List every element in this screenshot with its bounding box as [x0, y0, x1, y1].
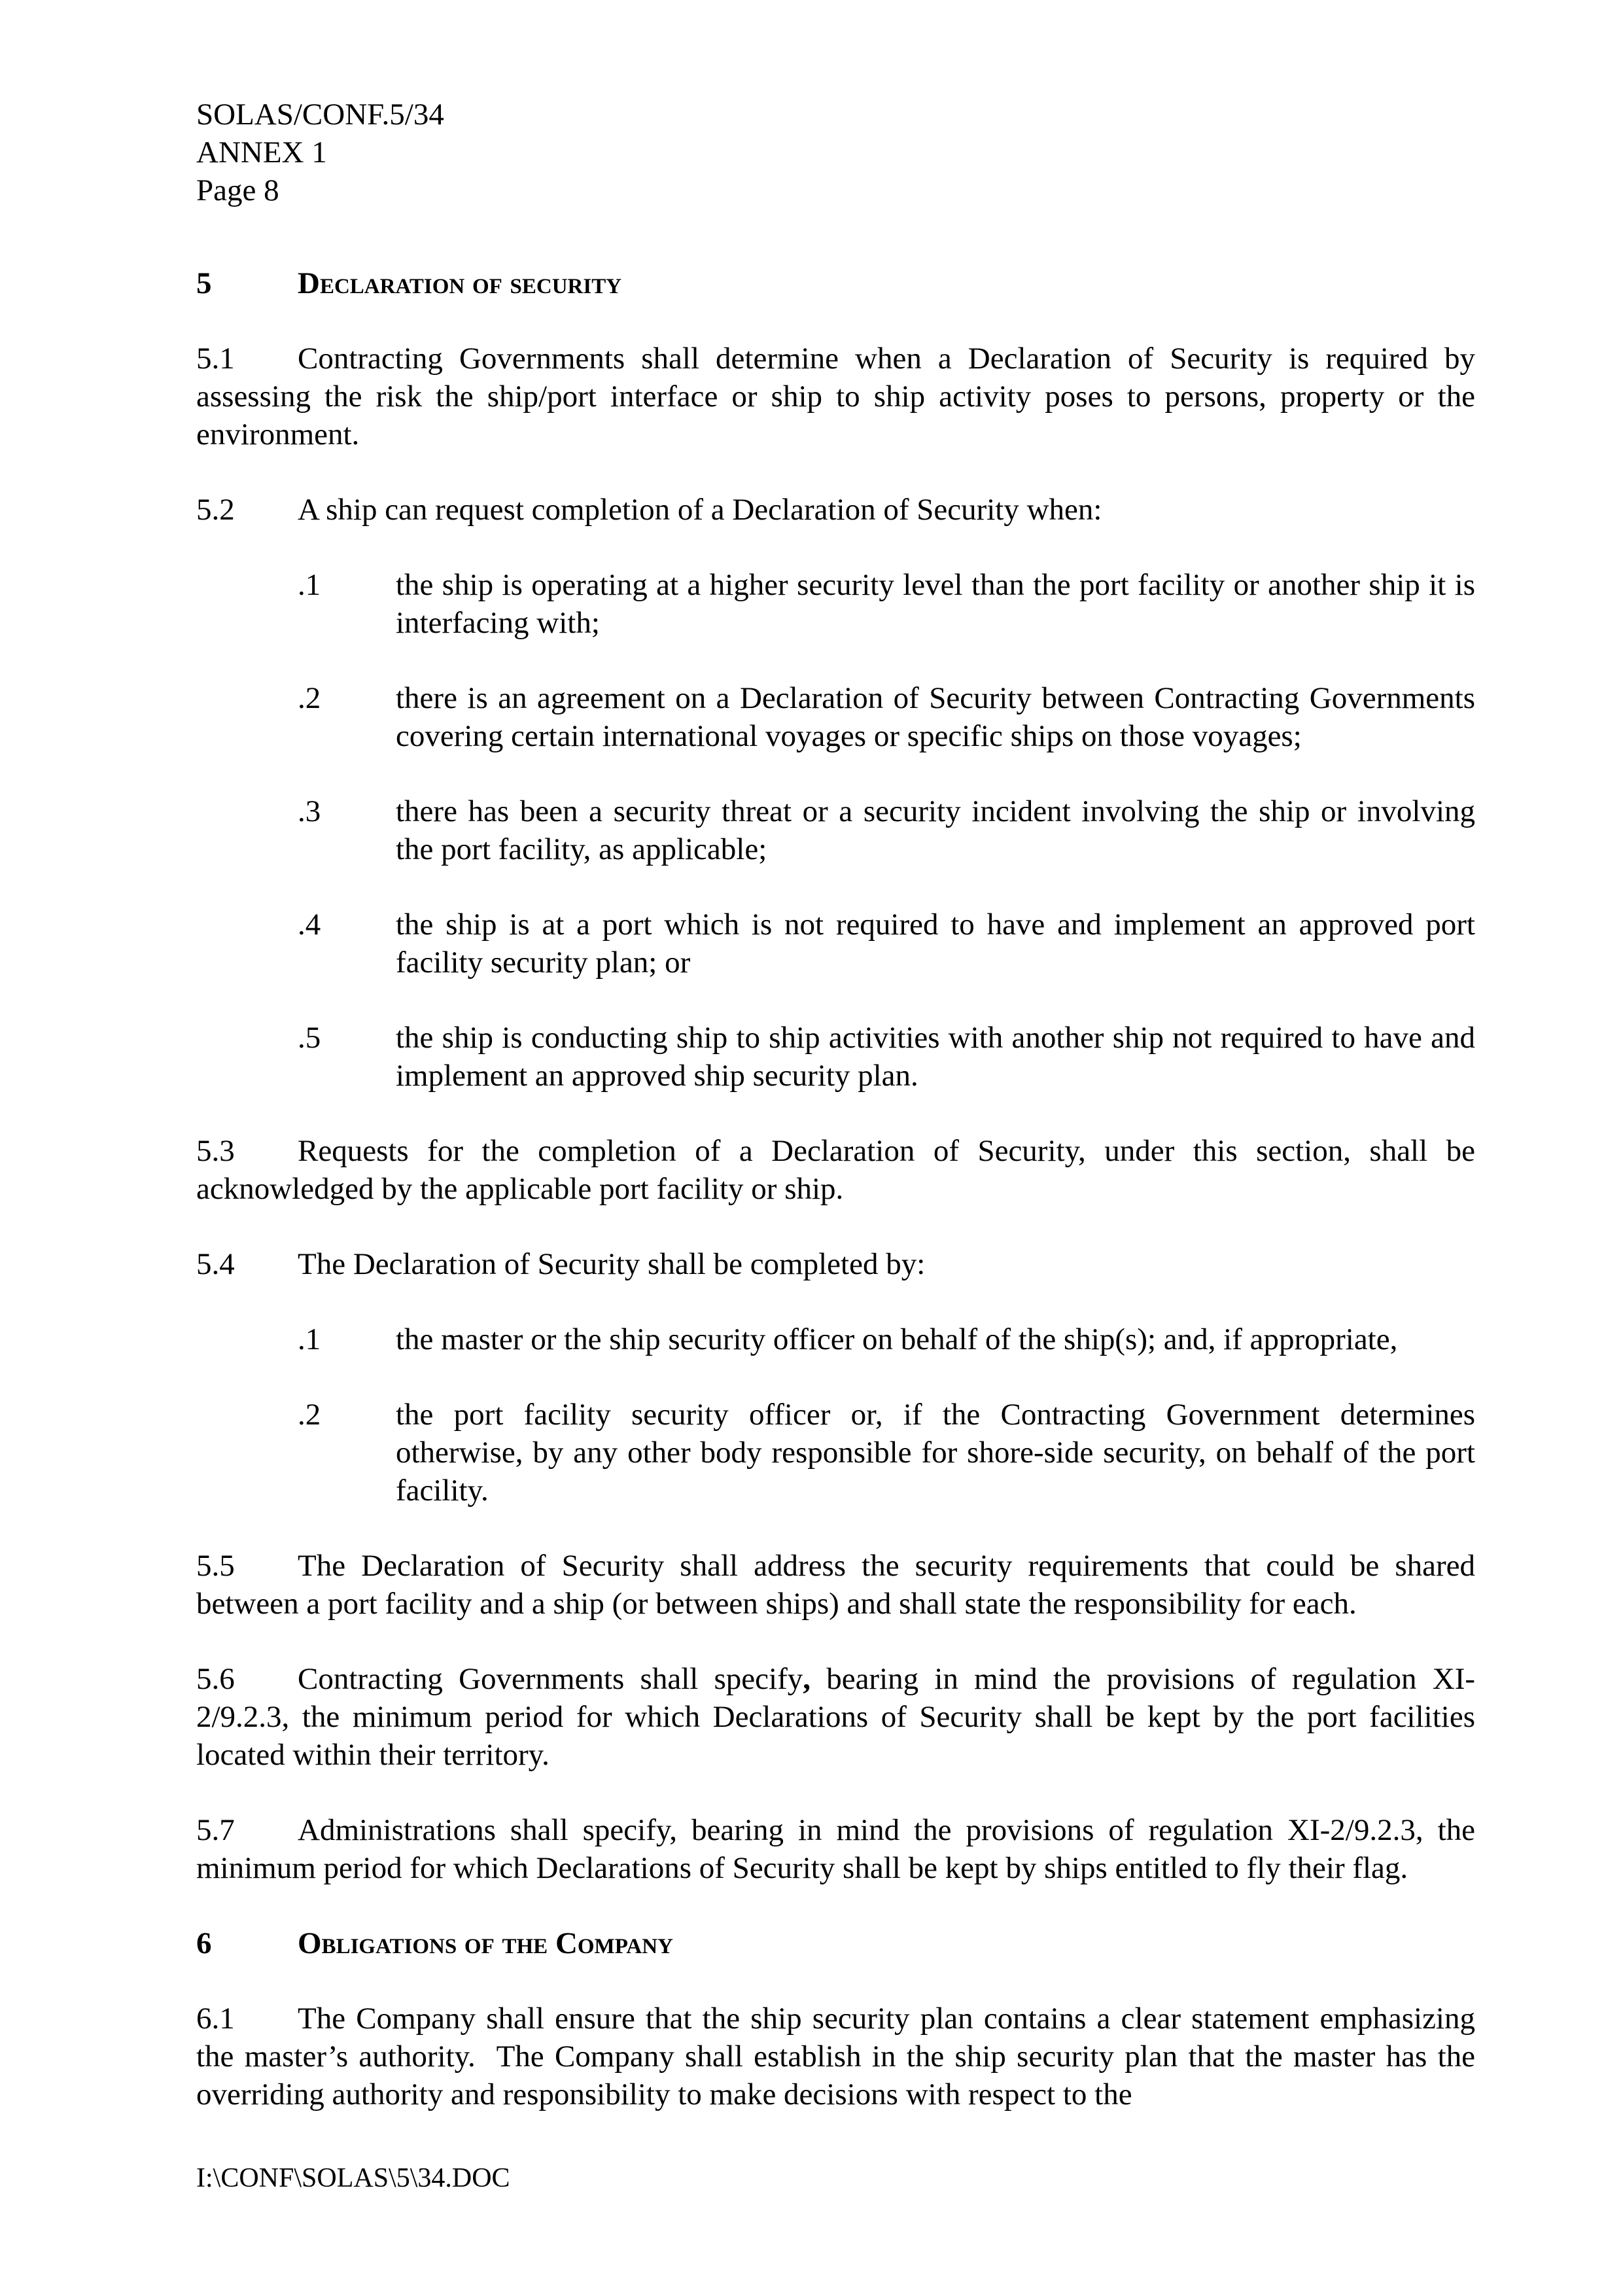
section-number: 5.4 — [196, 1247, 235, 1281]
paragraph-text: The Declaration of Security shall address the security requirements that could be shared between a port facility and a ship (or between ships) and shall state the responsibility for each. — [196, 1549, 1475, 1621]
paragraph-text: the ship is conducting ship to ship activities with another ship not required to have and implement an approved ship security plan. — [396, 1021, 1475, 1093]
paragraph-5.3 — [196, 1132, 1475, 1208]
document-footer-path: I:\CONF\SOLAS\5\34.DOC — [196, 2163, 510, 2193]
section-number: 5.2 — [196, 493, 235, 527]
subitem-1 — [298, 566, 1475, 642]
subitem-2 — [298, 679, 1475, 755]
paragraph-text: the ship is operating at a higher security level than the port facility or another ship it is interfacing with; — [396, 568, 1475, 640]
document-body — [196, 264, 1475, 2113]
paragraph-text: Requests for the completion of a Declaration of Security, under this section, shall be acknowledged by the applicable port facility or ship. — [196, 1134, 1475, 1206]
paragraph-text: there has been a security threat or a security incident involving the ship or involving the port facility, as applicable; — [396, 794, 1475, 866]
paragraph-5.4 — [196, 1245, 1475, 1283]
document-header — [196, 96, 1475, 209]
section-number: 6 — [196, 1926, 212, 1960]
paragraph-5.1 — [196, 340, 1475, 453]
paragraph-6.1 — [196, 2000, 1475, 2113]
section-number: .2 — [298, 1398, 321, 1432]
paragraph-text: A ship can request completion of a Declaration of Security when: — [298, 493, 1102, 527]
subitem-3 — [298, 792, 1475, 868]
section-number: 5.7 — [196, 1813, 235, 1847]
section-number: .1 — [298, 568, 321, 602]
section-number: .5 — [298, 1021, 321, 1055]
section-number: 5.5 — [196, 1549, 235, 1583]
section-number: 5.1 — [196, 342, 235, 376]
section-heading-6 — [196, 1924, 1475, 1962]
subitem-1 — [298, 1320, 1475, 1358]
paragraph-text: the ship is at a port which is not required to have and implement an approved port facility security plan; or — [396, 908, 1475, 980]
paragraph-text: The Company shall ensure that the ship security plan contains a clear statement emphasizing the master’s authority. The Company shall establish in the ship security plan that the master has the overriding authority and responsibility to make decisions with respect to the — [196, 2002, 1475, 2111]
section-number: .1 — [298, 1322, 321, 1356]
section-number: 5 — [196, 266, 212, 300]
section-heading-5 — [196, 264, 1475, 302]
paragraph-5.6 — [196, 1660, 1475, 1774]
paragraph-5.5 — [196, 1547, 1475, 1623]
section-number: .2 — [298, 681, 321, 715]
paragraph-text: Contracting Governments shall determine when a Declaration of Security is required by assessing the risk the ship/port interface or ship to ship activity poses to persons, property or the environment. — [196, 342, 1475, 451]
header-line-3: Page 8 — [196, 173, 279, 207]
paragraph-5.2 — [196, 491, 1475, 529]
paragraph-text: Administrations shall specify, bearing in mind the provisions of regulation XI-2/9.2.3, the minimum period for which Declarations of Security shall be kept by ships entitled to fly their flag. — [196, 1813, 1475, 1885]
subitem-2 — [298, 1396, 1475, 1510]
paragraph-text: The Declaration of Security shall be completed by: — [298, 1247, 926, 1281]
section-number: 5.6 — [196, 1662, 235, 1696]
header-line-1: SOLAS/CONF.5/34 — [196, 97, 444, 132]
header-line-2: ANNEX 1 — [196, 135, 327, 169]
section-number: .4 — [298, 908, 321, 942]
document-content — [196, 0, 1475, 2197]
section-number: 5.3 — [196, 1134, 235, 1168]
section-number: 6.1 — [196, 2002, 235, 2036]
subitem-4 — [298, 906, 1475, 981]
paragraph-text: the port facility security officer or, if the Contracting Government determines otherwise, by any other body responsible for shore-side security, on behalf of the port facility. — [396, 1398, 1475, 1508]
paragraph-text: Contracting Governments shall specify, bearing in mind the provisions of regulation XI-2/9.2.3, the minimum period for which Declarations of Security shall be kept by the port facilities located within their territory. — [196, 1662, 1475, 1772]
subitem-5 — [298, 1019, 1475, 1095]
section-title: Obligations of the Company — [298, 1926, 673, 1960]
section-number: .3 — [298, 794, 321, 828]
paragraph-5.7 — [196, 1811, 1475, 1887]
paragraph-text: there is an agreement on a Declaration of Security between Contracting Governments covering certain international voyages or specific ships on those voyages; — [396, 681, 1475, 753]
section-title: Declaration of security — [298, 266, 622, 300]
paragraph-text: the master or the ship security officer on behalf of the ship(s); and, if appropriate, — [396, 1322, 1398, 1356]
